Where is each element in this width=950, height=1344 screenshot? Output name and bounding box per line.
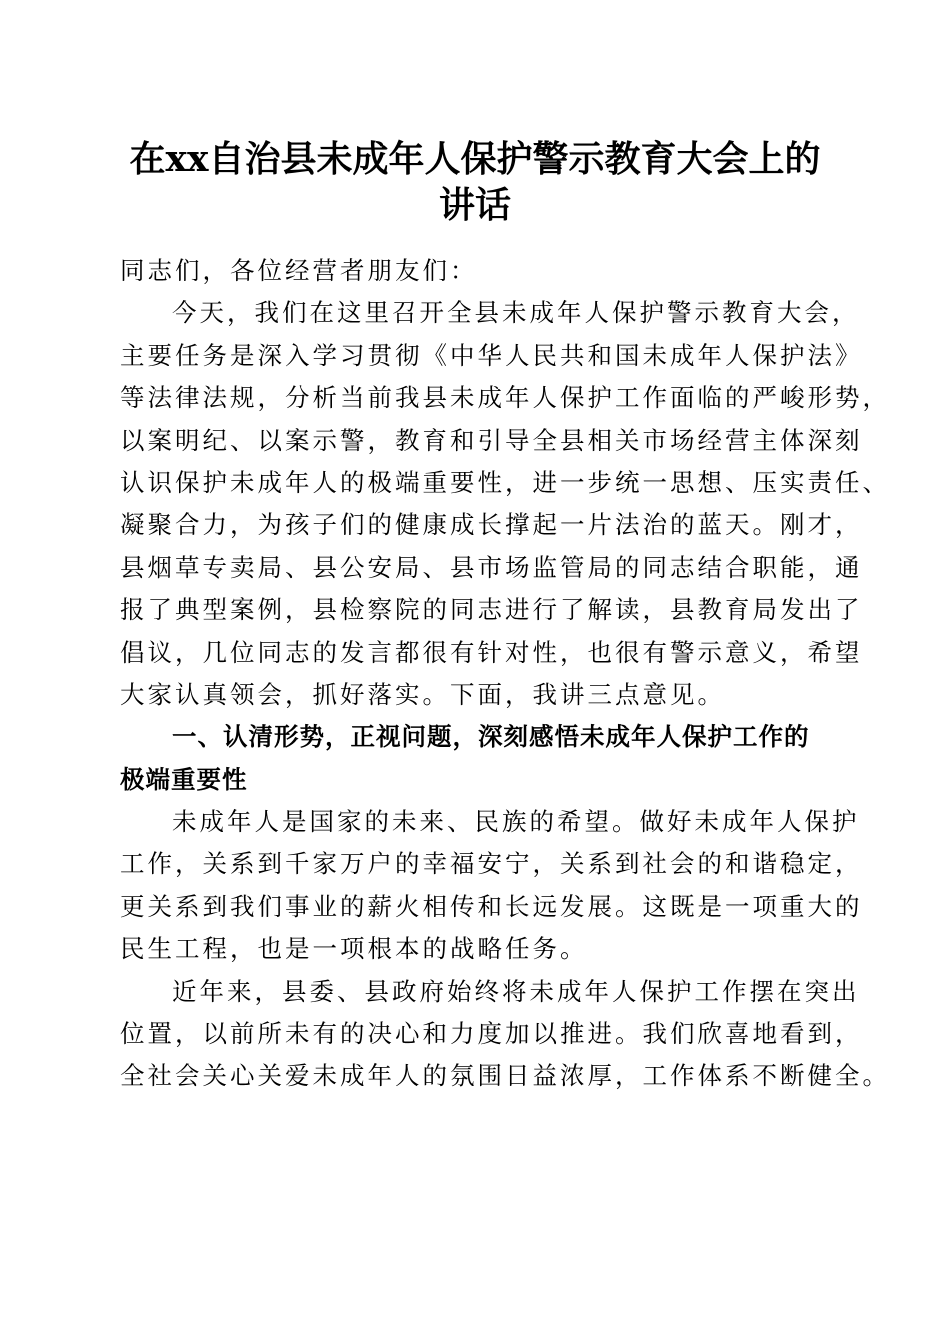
salutation: 同志们，各位经营者朋友们：: [120, 256, 478, 285]
paragraph-line: 位置，以前所未有的决心和力度加以推进。我们欣喜地看到，: [120, 1019, 863, 1049]
paragraph-line: 工作，关系到千家万户的幸福安宁，关系到社会的和谐稳定，: [120, 849, 863, 879]
title-line-1: 在xx自治县未成年人保护警示教育大会上的: [129, 138, 821, 180]
paragraph-line: 报了典型案例，县检察院的同志进行了解读，县教育局发出了: [120, 595, 863, 625]
document-body: [120, 250, 890, 1098]
paragraph-line: 民生工程，也是一项根本的战略任务。: [120, 934, 588, 964]
paragraph-3: [120, 971, 890, 1098]
document-title: [100, 136, 850, 228]
paragraph-line: 县烟草专卖局、县公安局、县市场监管局的同志结合职能，通: [120, 552, 863, 582]
paragraph-line: 全社会关心关爱未成年人的氛围日益浓厚，工作体系不断健全。: [120, 1061, 890, 1091]
paragraph-line: 更关系到我们事业的薪火相传和长远发展。这既是一项重大的: [120, 891, 863, 921]
title-line-2: 讲话: [438, 184, 511, 226]
paragraph-2: [120, 801, 863, 971]
paragraph-line: 未成年人是国家的未来、民族的希望。做好未成年人保护: [172, 807, 860, 837]
section-1-heading: [120, 716, 850, 801]
paragraph-line: 以案明纪、以案示警，教育和引导全县相关市场经营主体深刻: [120, 425, 863, 455]
paragraph-line: 大家认真领会，抓好落实。下面，我讲三点意见。: [120, 679, 725, 709]
paragraph-line: 凝聚合力，为孩子们的健康成长撑起一片法治的蓝天。刚才，: [120, 510, 863, 540]
paragraph-line: 倡议，几位同志的发言都很有针对性，也很有警示意义，希望: [120, 637, 863, 667]
paragraph-line: 今天，我们在这里召开全县未成年人保护警示教育大会，: [172, 298, 860, 328]
heading-line: 一、认清形势，正视问题，深刻感悟未成年人保护工作的: [172, 722, 810, 752]
paragraph-line: 主要任务是深入学习贯彻《中华人民共和国未成年人保护法》: [120, 340, 863, 370]
paragraph-1: [120, 292, 890, 716]
paragraph-line: 认识保护未成年人的极端重要性，进一步统一思想、压实责任、: [120, 467, 890, 497]
heading-line: 极端重要性: [120, 764, 248, 794]
paragraph-line: 等法律法规，分析当前我县未成年人保护工作面临的严峻形势，: [120, 383, 890, 413]
paragraph-line: 近年来，县委、县政府始终将未成年人保护工作摆在突出: [172, 976, 860, 1006]
